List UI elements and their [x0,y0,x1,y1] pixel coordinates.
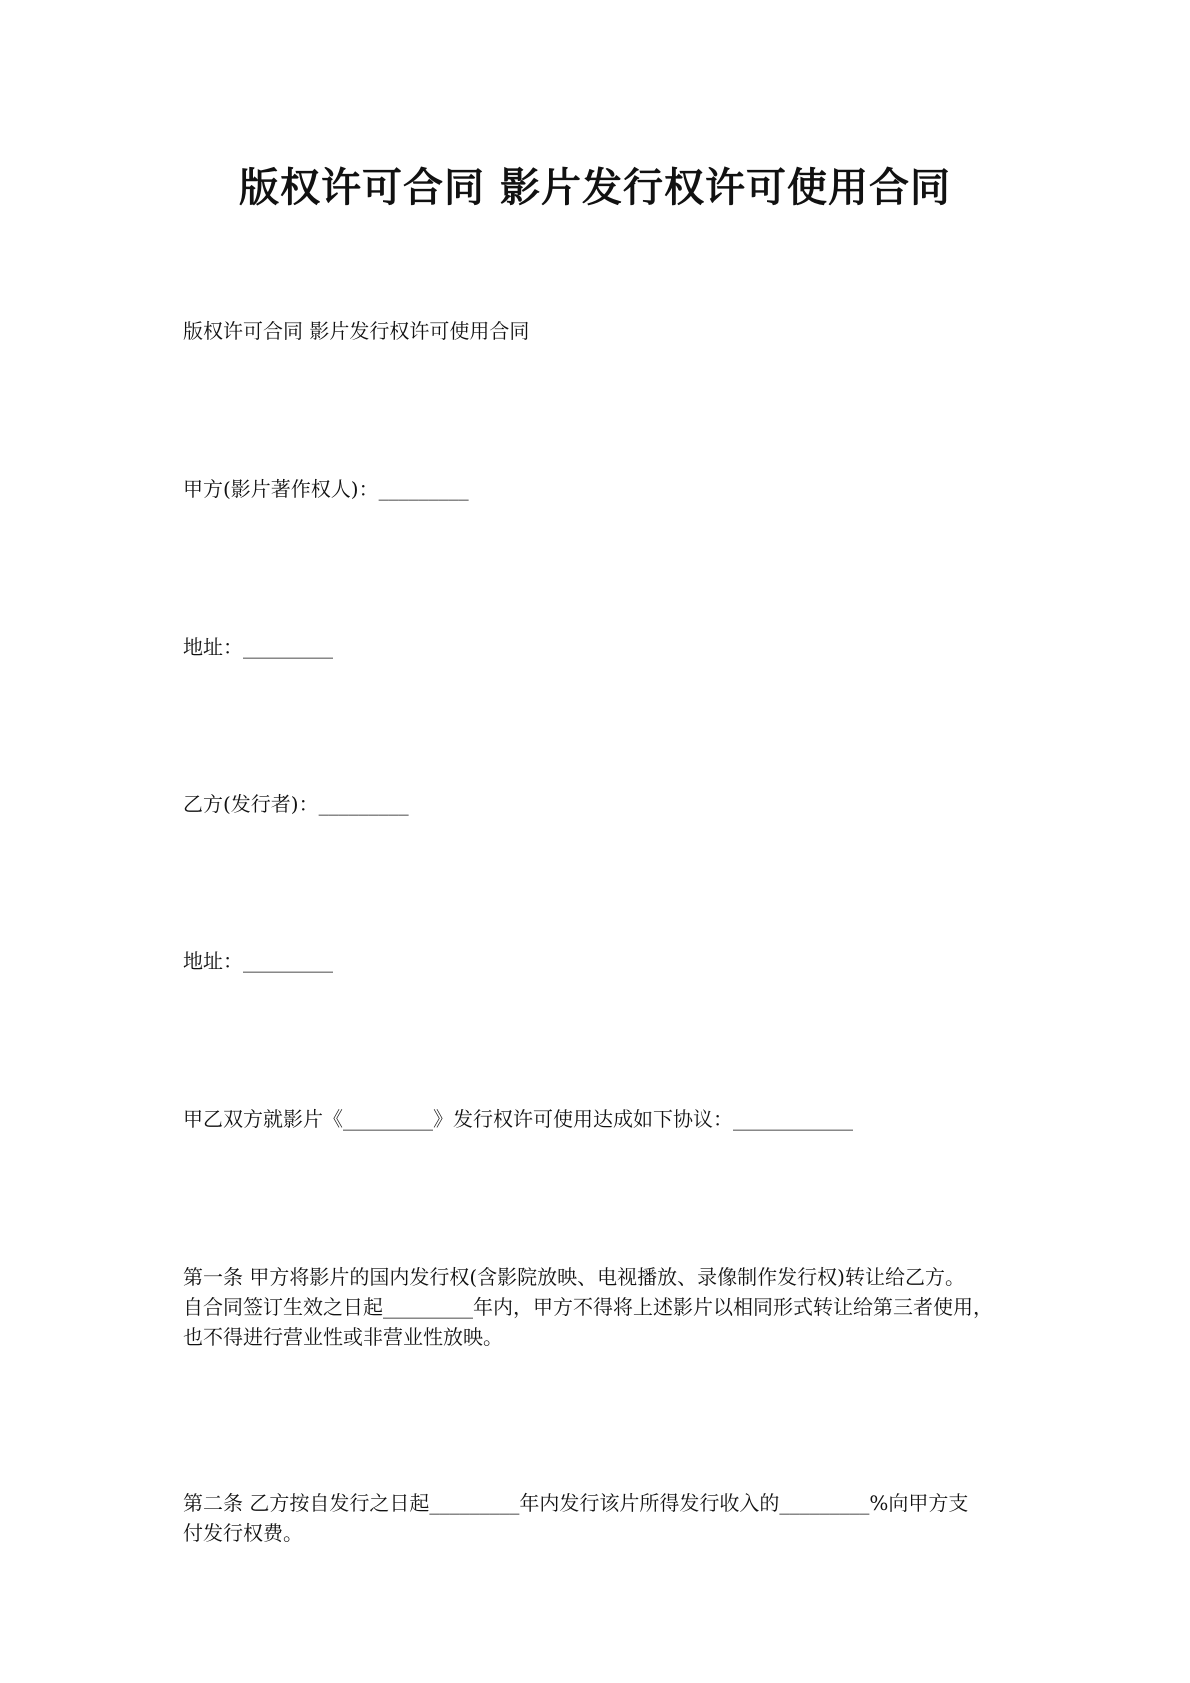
party-a-line: 甲方(影片著作权人)：_________ [183,477,469,501]
article-1-line-3: 也不得进行营业性或非营业性放映。 [183,1325,503,1349]
party-b-line: 乙方(发行者)：_________ [183,792,409,816]
article-1 [183,1262,1023,1352]
party-a-address: 地址：_________ [183,635,333,659]
document-subtitle: 版权许可合同 影片发行权许可使用合同 [183,319,530,343]
article-2 [183,1488,1023,1548]
article-1-line-1: 第一条 甲方将影片的国内发行权(含影院放映、电视播放、录像制作发行权)转让给乙方。 [183,1265,965,1289]
article-2-line-2: 付发行权费。 [183,1521,303,1545]
article-1-line-2: 自合同签订生效之日起_________年内，甲方不得将上述影片以相同形式转让给第三者使用， [183,1295,993,1319]
party-b-address: 地址：_________ [183,949,333,973]
article-2-line-1: 第二条 乙方按自发行之日起_________年内发行该片所得发行收入的_________%向甲方支 [183,1491,969,1515]
document-title: 版权许可合同 影片发行权许可使用合同 [239,165,951,211]
agreement-intro: 甲乙双方就影片《_________》发行权许可使用达成如下协议：____________ [183,1107,853,1131]
